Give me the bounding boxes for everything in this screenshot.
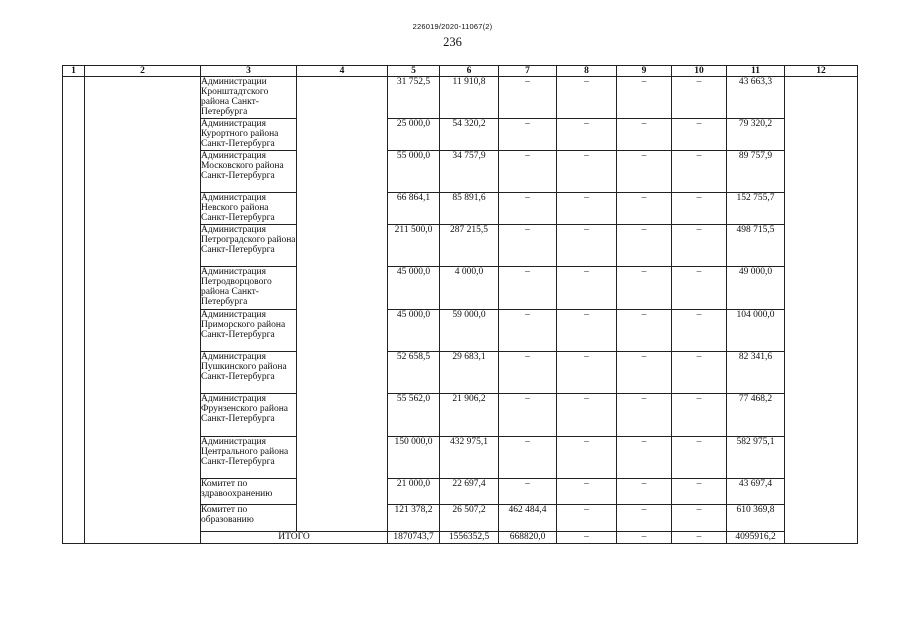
value-c9: – [617, 479, 672, 505]
value-c5: 211 500,0 [388, 225, 440, 267]
value-c11: 79 320,2 [727, 119, 785, 151]
value-c8: – [557, 151, 617, 193]
value-c9: – [617, 310, 672, 352]
value-c9: – [617, 437, 672, 479]
organization-name: Комитет по здравоохранению [201, 479, 297, 505]
value-c8: – [557, 267, 617, 310]
value-c5: 31 752,5 [388, 77, 440, 119]
total-value-c9: – [617, 532, 672, 544]
value-c6: 22 697,4 [440, 479, 499, 505]
column-number: 12 [785, 66, 858, 77]
value-c10: – [672, 77, 727, 119]
merged-col1-cell [63, 77, 85, 544]
value-c9: – [617, 119, 672, 151]
value-c6: 26 507,2 [440, 505, 499, 532]
value-c10: – [672, 479, 727, 505]
value-c5: 121 378,2 [388, 505, 440, 532]
value-c8: – [557, 77, 617, 119]
column-number: 5 [388, 66, 440, 77]
value-c7: – [499, 352, 557, 394]
value-c5: 66 864,1 [388, 193, 440, 225]
value-c11: 498 715,5 [727, 225, 785, 267]
page-number: 236 [443, 35, 462, 49]
organization-name: Администрация Невского района Санкт-Петербурга [201, 193, 297, 225]
value-c6: 432 975,1 [440, 437, 499, 479]
value-c7: – [499, 77, 557, 119]
total-value-c7: 668820,0 [499, 532, 557, 544]
value-c6: 54 320,2 [440, 119, 499, 151]
value-c11: 77 468,2 [727, 394, 785, 437]
value-c7: – [499, 394, 557, 437]
value-c8: – [557, 310, 617, 352]
column-number: 8 [557, 66, 617, 77]
value-c8: – [557, 225, 617, 267]
organization-name: Администрация Фрунзенского района Санкт-Петербурга [201, 394, 297, 437]
organization-name: Администрация Пушкинского района Санкт-Петербурга [201, 352, 297, 394]
column-number: 7 [499, 66, 557, 77]
value-c10: – [672, 310, 727, 352]
value-c6: 34 757,9 [440, 151, 499, 193]
value-c11: 152 755,7 [727, 193, 785, 225]
merged-col12-cell [785, 77, 858, 544]
total-value-c5: 1870743,7 [388, 532, 440, 544]
value-c11: 89 757,9 [727, 151, 785, 193]
column-number-row [63, 66, 858, 77]
value-c9: – [617, 267, 672, 310]
value-c5: 25 000,0 [388, 119, 440, 151]
value-c7: – [499, 437, 557, 479]
merged-col2-cell [85, 77, 201, 544]
value-c7: 462 484,4 [499, 505, 557, 532]
value-c11: 49 000,0 [727, 267, 785, 310]
column-number: 3 [201, 66, 297, 77]
value-c7: – [499, 267, 557, 310]
value-c9: – [617, 505, 672, 532]
value-c9: – [617, 394, 672, 437]
value-c11: 582 975,1 [727, 437, 785, 479]
value-c7: – [499, 193, 557, 225]
value-c9: – [617, 193, 672, 225]
value-c8: – [557, 505, 617, 532]
value-c7: – [499, 225, 557, 267]
value-c7: – [499, 310, 557, 352]
value-c8: – [557, 437, 617, 479]
value-c10: – [672, 394, 727, 437]
value-c11: 43 663,3 [727, 77, 785, 119]
organization-name: Администрация Центрального района Санкт-Петербурга [201, 437, 297, 479]
value-c6: 11 910,8 [440, 77, 499, 119]
value-c6: 85 891,6 [440, 193, 499, 225]
value-c10: – [672, 505, 727, 532]
value-c6: 29 683,1 [440, 352, 499, 394]
value-c5: 150 000,0 [388, 437, 440, 479]
organization-name: Администрация Курортного района Санкт-Петербурга [201, 119, 297, 151]
value-c10: – [672, 267, 727, 310]
total-label: ИТОГО [201, 532, 388, 544]
organization-name: Администрация Приморского района Санкт-Петербурга [201, 310, 297, 352]
value-c9: – [617, 151, 672, 193]
total-value-c10: – [672, 532, 727, 544]
value-c10: – [672, 151, 727, 193]
value-c9: – [617, 352, 672, 394]
value-c7: – [499, 151, 557, 193]
value-c5: 21 000,0 [388, 479, 440, 505]
value-c8: – [557, 193, 617, 225]
value-c10: – [672, 437, 727, 479]
value-c11: 610 369,8 [727, 505, 785, 532]
column-number: 11 [727, 66, 785, 77]
organization-name: Администрация Петродворцового района Санкт-Петербурга [201, 267, 297, 310]
value-c11: 82 341,6 [727, 352, 785, 394]
budget-table [62, 65, 858, 544]
organization-name: Администрация Петроградского района Санкт-Петербурга [201, 225, 297, 267]
value-c5: 45 000,0 [388, 267, 440, 310]
value-c6: 4 000,0 [440, 267, 499, 310]
column-number: 9 [617, 66, 672, 77]
total-value-c11: 4095916,2 [727, 532, 785, 544]
value-c6: 21 906,2 [440, 394, 499, 437]
value-c10: – [672, 119, 727, 151]
value-c8: – [557, 119, 617, 151]
value-c7: – [499, 479, 557, 505]
value-c5: 55 000,0 [388, 151, 440, 193]
organization-name: Комитет по образованию [201, 505, 297, 532]
table-row [63, 77, 858, 119]
value-c6: 59 000,0 [440, 310, 499, 352]
column-number: 10 [672, 66, 727, 77]
value-c8: – [557, 479, 617, 505]
merged-col4-cell [297, 77, 388, 532]
document-id: 226019/2020-11067(2) [412, 22, 493, 31]
column-number: 6 [440, 66, 499, 77]
value-c6: 287 215,5 [440, 225, 499, 267]
total-value-c6: 1556352,5 [440, 532, 499, 544]
value-c9: – [617, 225, 672, 267]
organization-name: Администрации Кронштадтского района Санкт-Петербурга [201, 77, 297, 119]
value-c5: 52 658,5 [388, 352, 440, 394]
value-c11: 104 000,0 [727, 310, 785, 352]
organization-name: Администрация Московского района Санкт-Петербурга [201, 151, 297, 193]
value-c8: – [557, 352, 617, 394]
value-c10: – [672, 193, 727, 225]
value-c5: 45 000,0 [388, 310, 440, 352]
value-c5: 55 562,0 [388, 394, 440, 437]
value-c10: – [672, 225, 727, 267]
value-c8: – [557, 394, 617, 437]
value-c10: – [672, 352, 727, 394]
column-number: 2 [85, 66, 201, 77]
value-c11: 43 697,4 [727, 479, 785, 505]
column-number: 4 [297, 66, 388, 77]
total-value-c8: – [557, 532, 617, 544]
value-c7: – [499, 119, 557, 151]
value-c9: – [617, 77, 672, 119]
column-number: 1 [63, 66, 85, 77]
